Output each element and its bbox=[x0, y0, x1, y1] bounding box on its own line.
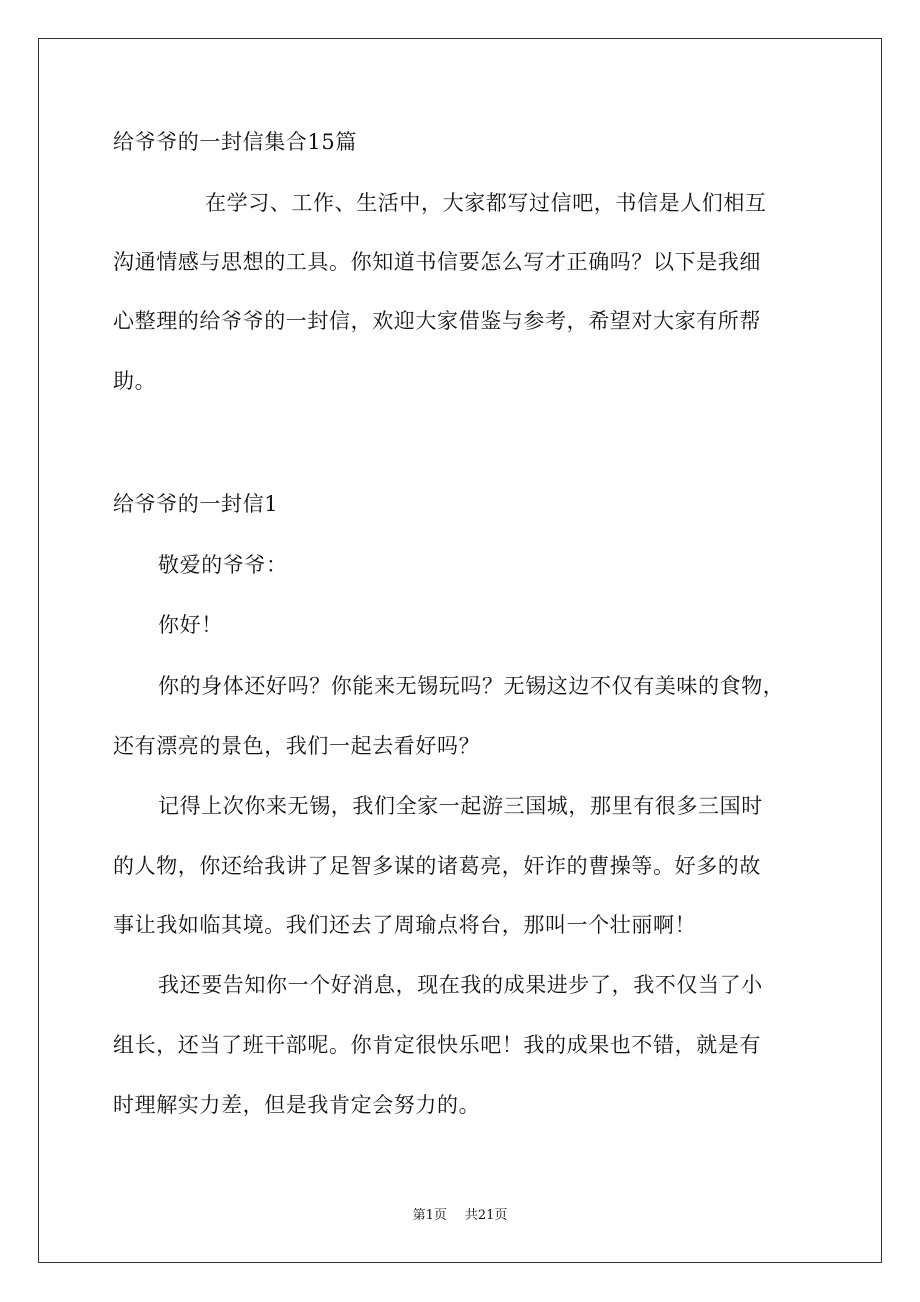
letter1-greeting: 你好！ bbox=[158, 613, 223, 637]
letter1-paragraph-line: 事让我如临其境。我们还去了周瑜点将台，那叫一个壮丽啊！ bbox=[113, 913, 697, 937]
letter1-paragraph-line: 你的身体还好吗？你能来无锡玩吗？无锡这边不仅有美味的食物， bbox=[158, 674, 785, 698]
letter1-paragraph-line: 记得上次你来无锡，我们全家一起游三国城，那里有很多三国时 bbox=[158, 794, 763, 818]
letter1-heading: 给爷爷的一封信1 bbox=[113, 492, 279, 516]
letter1-paragraph-line: 时理解实力差，但是我肯定会努力的。 bbox=[113, 1093, 481, 1117]
letter1-paragraph-line: 还有漂亮的景色，我们一起去看好吗？ bbox=[113, 734, 481, 758]
intro-line-3: 心整理的给爷爷的一封信，欢迎大家借鉴与参考，希望对大家有所帮 bbox=[113, 309, 761, 333]
page-total: 共21页 bbox=[464, 1208, 508, 1223]
intro-line-1: 在学习、工作、生活中，大家都写过信吧，书信是人们相互 bbox=[205, 191, 767, 215]
letter1-paragraph-line: 的人物，你还给我讲了足智多谋的诸葛亮，奸诈的曹操等。好多的故 bbox=[113, 854, 761, 878]
page-footer bbox=[0, 1207, 920, 1225]
letter1-salutation: 敬爱的爷爷： bbox=[158, 553, 288, 577]
intro-line-4: 助。 bbox=[113, 369, 157, 393]
document-title: 给爷爷的一封信集合15篇 bbox=[113, 130, 357, 154]
intro-line-2: 沟通情感与思想的工具。你知道书信要怎么写才正确吗？以下是我细 bbox=[113, 250, 761, 274]
letter1-paragraph-line: 我还要告知你一个好消息，现在我的成果进步了，我不仅当了小 bbox=[158, 973, 763, 997]
page-border bbox=[38, 38, 882, 1263]
letter1-paragraph-line: 组长，还当了班干部呢。你肯定很快乐吧！我的成果也不错，就是有 bbox=[113, 1033, 761, 1057]
page-number: 第1页 bbox=[412, 1208, 447, 1223]
